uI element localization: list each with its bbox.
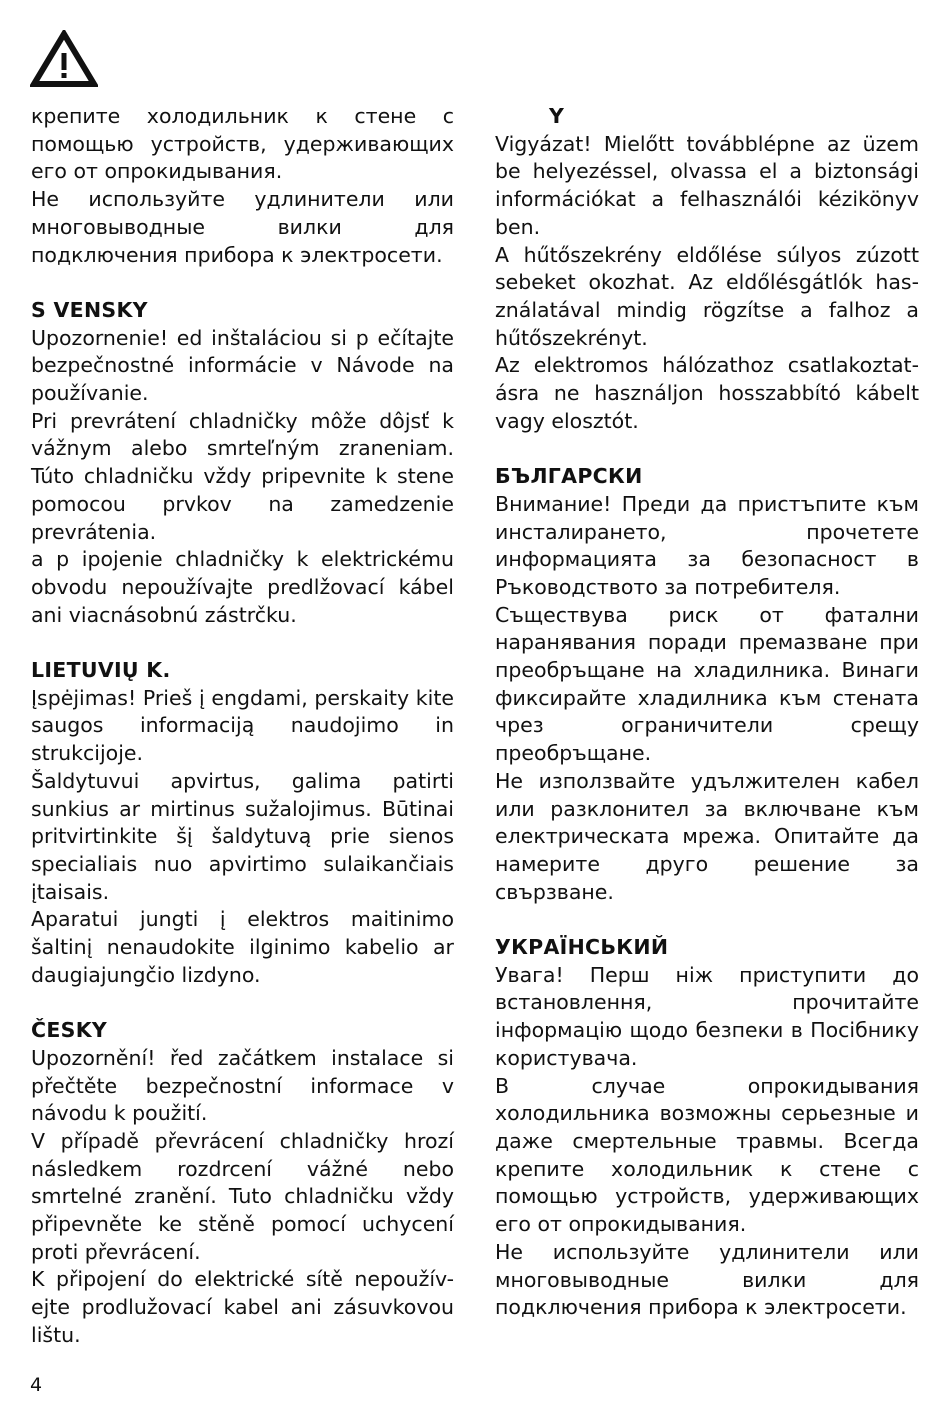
warning-icon xyxy=(30,30,98,88)
hungarian-paragraph-3: Az elektromos hálózathoz csatlakoztat-ásra ne használjon hosszabbító kábelt vagy elosztót. xyxy=(495,353,919,433)
czech-heading: ČESKY xyxy=(31,1018,108,1043)
ukrainian-paragraph-1: Увага! Перш ніж приступити до встановлення, прочитайте інформацію щодо безпеки в Посібнику користувача. xyxy=(495,962,919,1070)
czech-paragraph-1: Upozornění! řed začátkem instalace si přečtěte bezpečnostní informace v návodu k použití. xyxy=(31,1045,454,1126)
ukrainian-heading: УКРАЇНСЬКИЙ xyxy=(495,935,669,960)
left-column xyxy=(31,103,454,1350)
page-number: 4 xyxy=(30,1374,43,1396)
bulgarian-paragraph-1: Внимание! Преди да пристъпите към инсталирането, прочетете информацията за безопасност в Ръководството за потребителя. xyxy=(495,491,919,599)
bulgarian-heading: БЪЛГАРСКИ xyxy=(495,464,643,489)
bulgarian-paragraph-2: Съществува риск от фатални наранявания поради премазване при преобръщане на хладилника. Винаги фиксирайте хладилника към стената чрез ограничители срещу преобръщане. xyxy=(495,602,919,766)
ukrainian-paragraph-3: Не используйте удлинители или многовыводные вилки для подключения прибора к электросети. xyxy=(495,1239,919,1320)
right-column xyxy=(495,103,919,1322)
lithuanian-paragraph-2: Šaldytuvui apvirtus, galima patirti sunkius ar mirtinus sužalojimus. Būtinai pritvirtinkite šį šaldytuvą prie sienos specialiais nuo apvirtimo sulaikančiais įtaisais. xyxy=(31,768,454,904)
ukrainian-paragraph-2: В случае опрокидывания холодильника возможны серьезные и даже смертельные травмы. Всегда крепите холодильник к стене с помощью устройств, удерживающих его от опрокидывания. xyxy=(495,1073,919,1237)
slovak-paragraph-3: a p ipojenie chladničky k elektrickému obvodu nepoužívajte predlžovací kábel ani viacnásobnú zástrčku. xyxy=(31,547,454,627)
hungarian-paragraph-2: A hűtőszekrény eldőlése súlyos zúzott sebeket okozhat. Az eldőlésgátlók has-ználatával mindig rögzítse a falhoz a hűtőszekrényt. xyxy=(495,242,919,350)
hungarian-paragraph-1: Vigyázat! Mielőtt továbblépne az üzem be helyezéssel, olvassa el a biztonsági információkat a felhasználói kézikönyv ben. xyxy=(495,131,919,239)
czech-paragraph-3: K připojení do elektrické sítě nepoužív-ejte prodlužovací kabel ani zásuvkovou lištu. xyxy=(31,1267,454,1347)
slovak-paragraph-2: Pri prevrátení chladničky môže dôjsť k vážnym alebo smrteľným zraneniam. Túto chladničku vždy pripevnite k stene pomocou prvkov na zamedzenie prevrátenia. xyxy=(31,408,454,544)
ru-continued-paragraph-1: крепите холодильник к стене с помощью устройств, удерживающих его от опрокидывания. xyxy=(31,104,454,184)
slovak-paragraph-1: Upozornenie! ed inštaláciou si p ečítajte bezpečnostné informácie v Návode na používanie. xyxy=(31,325,454,406)
bulgarian-paragraph-3: Не използвайте удължителен кабел или разклонител за включване към електрическата мрежа. Опитайте да намерите друго решение за свързване. xyxy=(495,768,919,904)
lithuanian-paragraph-3: Aparatui jungti į elektros maitinimo šaltinį nenaudokite ilginimo kabelio ar daugiajungčio lizdyno. xyxy=(31,907,454,987)
hungarian-heading: Y xyxy=(549,104,565,128)
lithuanian-heading: LIETUVIŲ K. xyxy=(31,658,171,683)
slovak-heading: S VENSKY xyxy=(31,297,148,322)
ru-continued-paragraph-2: Не используйте удлинители или многовыводные вилки для подключения прибора к электросети. xyxy=(31,187,454,267)
lithuanian-paragraph-1: Įspėjimas! Prieš į engdami, perskaity kite saugos informaciją naudojimo in strukcijoje. xyxy=(31,685,454,766)
czech-paragraph-2: V případě převrácení chladničky hrozí následkem rozdrcení vážné nebo smrtelné zranění. Tuto chladničku vždy připevněte ke stěně pomocí uchycení proti převrácení. xyxy=(31,1128,454,1264)
